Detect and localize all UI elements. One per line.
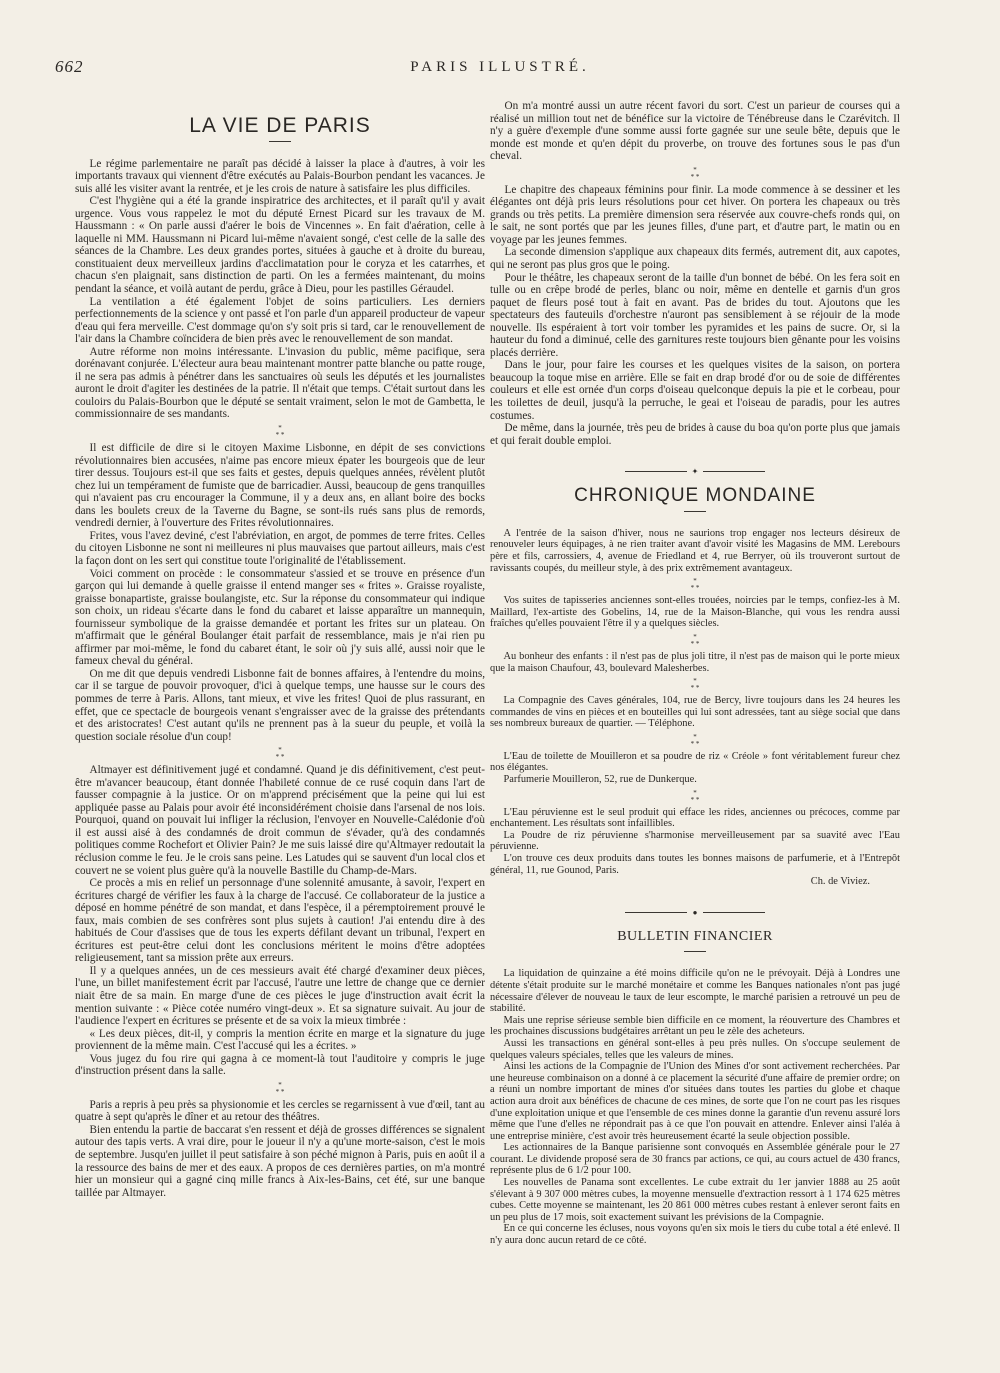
asterism-divider: * * * — [690, 788, 700, 804]
article-paragraph: Voici comment on procède : le consommateur s'assied et se trouve en présence d'un garçon qui lui demande à quelle graisse il entend manger ses « frites ». Graisse royaliste, graisse bonapartiste, graisse boulangiste, etc. Sur la réponse du consommateur qui indique son choix, un rideau s'écarte dans le fond du cabaret et laisse apparaître un mannequin, fournisseur symbolique de la graisse demandée et portant les frites sur un plateau. On m'affirmait que le général Boulanger était parfait de ressemblance, mais je n'ai rien pu affirmer par moi-même, le fond du cabaret étant, le soir où j'y suis allé, aussi noir que le fameux cheval du général. — [75, 567, 485, 668]
article-paragraph: Paris a repris à peu près sa physionomie et les cercles se regarnissent à vue d'œil, tant au quatre à sept qu'après le dîner et au retour des théâtres. — [75, 1098, 485, 1124]
notice-paragraph: A l'entrée de la saison d'hiver, nous ne saurions trop engager nos lecteurs désireux de renouveler leurs équipages, à ne rien traiter avant d'avoir visité les Magasins de MM. Lerebours père et fils, carrossiers, 4, avenue de Friedland et 4, rue Berryer, où ils trouveront surtout de ravissants coupés, du meilleur style, à des prix extrêmement avantageux. — [490, 527, 900, 574]
title-rule — [684, 951, 706, 952]
title-rule — [684, 511, 706, 512]
finance-paragraph: Mais une reprise sérieuse semble bien difficile en ce moment, la réouverture des Chambres et les prochaines discussions budgétaires arrêtant un peu le zèle des acheteurs. — [490, 1014, 900, 1038]
article-paragraph: La ventilation a été également l'objet de soins particuliers. Les derniers perfectionnements de la science y ont passé et l'on parle d'un appareil producteur de vapeur d'eau qui fera merveille. C'est dommage qu'on s'y soit pris si tard, car le renouvellement de l'air dans la Chambre coïncidera de bien près avec le renouvellement de son mandat. — [75, 295, 485, 346]
finance-paragraph: En ce qui concerne les écluses, nous voyons qu'en six mois le tiers du cube total a été enlevé. Il n'y aura donc aucun retard de ce côté. — [490, 1223, 900, 1247]
chronique-mondaine — [490, 528, 900, 888]
right-column — [490, 100, 900, 1340]
article-paragraph: Pour le théâtre, les chapeaux seront de la taille d'un bonnet de bébé. On les fera soit en tulle ou en crêpe brodé de perles, blanc ou noir, même en dentelle et garnis d'un gros paquet de fleurs posé tout à fait en avant. Pas de brides du tout. Ajoutons que les spectateurs des fauteuils d'orchestre n'auront pas sensiblement à se réjouir de la mode nouvelle. Ils espéraient à tort voir tomber les pyramides et les pains de sucre. Or, si la hauteur du fond a diminué, celle des garnitures reste toujours bien gênante pour les voisins placés derrière. — [490, 271, 900, 359]
section-title-vie-de-paris: LA VIE DE PARIS — [189, 114, 371, 137]
article-paragraph: Frites, vous l'avez deviné, c'est l'abréviation, en argot, de pommes de terre frites. Celles du citoyen Lisbonne ne sont ni meilleures ni plus mauvaises que partout ailleurs, mais c'est la façon dont on les sert qui constitue toute l'originalité de l'établissement. — [75, 529, 485, 567]
separator-ornament: ● — [687, 908, 703, 917]
notice-paragraph: La Poudre de riz péruvienne s'harmonise merveilleusement par sa suavité avec l'Eau péruvienne. — [490, 829, 900, 853]
article-paragraph: Autre réforme non moins intéressante. L'invasion du public, même pacifique, sera dorénavant conjurée. L'électeur aura beau maintenant montrer patte blanche ou patte rouge, il ne sera pas admis à pénétrer dans les sanctuaires où seuls les députés et les journalistes auront le droit d'agiter les destinées de la patrie. Il n'était que temps. C'était surtout dans les couloirs du Palais-Bourbon que le député se sentait vraiment, selon le mot de Gambetta, le commissionnaire de ses mandants. — [75, 345, 485, 421]
asterism-divider: * * * — [690, 632, 700, 648]
asterism-divider: * * * — [275, 1080, 285, 1096]
article-paragraph: Il y a quelques années, un de ces messieurs avait été chargé d'examiner deux pièces, l'une, un billet manifestement écrit par l'accusé, l'autre une lettre de change que ce dernier niait être de sa main. En marge d'une de ces pièces le juge d'instruction avait écrit la mention suivante : « Pièce cotée numéro vingt-deux ». Et sa signature suivait. Au jour de l'audience l'expert en écritures se présente et de sa voix la mieux timbrée : — [75, 964, 485, 1028]
article-paragraph: De même, dans la journée, très peu de brides à cause du boa qu'on porte plus que jamais et qui ferait double emploi. — [490, 422, 900, 447]
author-signature: Ch. de Viviez. — [810, 876, 870, 888]
notice-paragraph: L'on trouve ces deux produits dans toutes les bonnes maisons de parfumerie, et à l'Entrepôt général, 11, rue Gounod, Paris. — [490, 853, 900, 876]
finance-paragraph: Les nouvelles de Panama sont excellentes. Le cube extrait du 1er janvier 1888 au 25 août s'élevant à 9 307 000 mètres cubes, la moyenne mensuelle d'extraction ressort à 1 174 625 mètres cubes. Cette moyenne se maintenant, les 20 861 000 mètres cubes restant à enlever seront faits en un peu plus de 17 mois, soit exactement suivant les prévisions de la Compagnie. — [490, 1177, 900, 1223]
left-column — [75, 100, 485, 1340]
asterism-divider: * * * — [690, 577, 700, 593]
notice-paragraph: L'Eau de toilette de Mouilleron et sa poudre de riz « Créole » font véritablement fureur chez nos élégantes. — [490, 750, 900, 774]
article-paragraph: C'est l'hygiène qui a été la grande inspiratrice des architectes, et il paraît qu'il y avait urgence. Vous vous rappelez le mot du député Ernest Picard sur les travaux de M. Haussmann : « On parle aussi d'aérer le bois de Vincennes ». En fait d'aération, celle à laquelle ni MM. Haussmann ni Picard lui-même n'avaient songé, c'est celle de la salle des séances de la Chambre. Les deux grandes portes, situées à gauche et à droite du bureau, constituaient deux merveilleux jardins d'acclimatation pour le coryza et les catarrhes, et chacun s'en plaignait, sans distinction de parti. On les a fermées maintenant, du moins pendant la séance, et voilà autant de perdu, grâce à Dieu, pour les pastilles Géraudel. — [75, 195, 485, 296]
asterism-divider: * * * — [690, 677, 700, 693]
article-paragraph: Vous jugez du fou rire qui gagna à ce moment-là tout l'auditoire y compris le juge d'instruction présent dans la salle. — [75, 1052, 485, 1078]
asterism-divider: * * * — [690, 165, 700, 181]
separator-ornament: ✦ — [687, 467, 703, 476]
running-title: PARIS ILLUSTRÉ. — [410, 59, 590, 75]
asterism-divider: * * * — [275, 424, 285, 440]
notice-paragraph: Vos suites de tapisseries anciennes sont-elles trouées, noircies par le temps, confiez-les à M. Maillard, l'ex-artiste des Gobelins, 14, rue de la Maison-Blanche, qui vous les rendra aussi fraîches qu'elles pouvaient l'être il y a quelques siècles. — [490, 595, 900, 630]
finance-paragraph: Les actionnaires de la Banque parisienne sont convoqués en Assemblée générale pour le 27 courant. Le dividende proposé sera de 30 francs par actions, ce qui, au cours actuel de 430 francs, représente plus de 6 1/2 pour 100. — [490, 1142, 900, 1177]
article-paragraph: Bien entendu la partie de baccarat s'en ressent et déjà de grosses différences se signalent autour des tapis verts. A vrai dire, pour le joueur il n'y a qu'une morte-saison, c'est le mois de septembre. Jusqu'en juillet il peut satisfaire à son péché mignon à Paris, puis en août il a la ressource des bains de mer et des eaux. A propos de ces dernières parties, on m'a montré hier un monsieur qui a gagné cinq mille francs à Aix-les-Bains, cet été, sur une banque taillée par Altmayer. — [75, 1123, 485, 1199]
article-paragraph: Dans le jour, pour faire les courses et les quelques visites de la saison, on portera beaucoup la toque mise en arrière. Elle se fait en drap brodé d'or ou de soie de différentes couleurs et elle est ornée d'un corps d'oiseau quelconque depuis la pie et le corbeau, pour les toilettes de deuil, jusqu'à la perruche, le geai et l'oiseau de paradis, pour les autres costumes. — [490, 359, 900, 422]
article-paragraph: Ce procès a mis en relief un personnage d'une solennité amusante, à savoir, l'expert en écritures chargé de vérifier les faux à la charge de l'accusé. Ce collaborateur de la justice a déposé en homme pénétré de son mandat, et dans l'espèce, il a péremptoirement prouvé le faux, mais combien de ses confrères sont plus sujets à caution! J'ai entendu dire à des habitués de Cour d'assises que de tous les experts défilant devant un tribunal, l'expert en écritures est peut-être celui dont les conclusions méritent le moins d'être adoptées religieusement, tant sa mission prête aux erreurs. — [75, 877, 485, 965]
notice-paragraph: Parfumerie Mouilleron, 52, rue de Dunkerque. — [503, 774, 697, 786]
article-paragraph: Le régime parlementaire ne paraît pas décidé à laisser la place à d'autres, à voir les importants travaux qui viennent d'être exécutés au Palais-Bourbon pendant les vacances. Je suis allé les visiter avant la rentrée, et je les crois de nature à satisfaire les plus difficiles. — [75, 157, 485, 195]
article-paragraph: Le chapitre des chapeaux féminins pour finir. La mode commence à se dessiner et les élégantes ont déjà pris leurs résolutions pour cet hiver. On portera les chapeaux ou très grands ou très petits. La première dimension sera réservée aux couvre-chefs ronds qui, on le sait, ne sont portés que par les jeunes filles, d'une part, et d'autre part, le matin ou en voyage par les jeunes femmes. — [490, 183, 900, 246]
article-paragraph: On m'a montré aussi un autre récent favori du sort. C'est un parieur de courses qui a réalisé un million tout net de bénéfice sur la victoire de Ténébreuse dans le Czarévitch. Il n'y a guère d'exemple d'une somme aussi forte gagnée sur une seule bête, depuis que le monde est monde et qu'en dépit du proverbe, on trouve des fortunes sous le pas d'un cheval. — [490, 100, 900, 163]
section-title-chronique-mondaine: CHRONIQUE MONDAINE — [574, 485, 816, 507]
article-paragraph: « Les deux pièces, dit-il, y compris la mention écrite en marge et la signature du juge proviennent de la même main. C'est l'accusé qui les a écrites. » — [75, 1027, 485, 1053]
article-paragraph: Il est difficile de dire si le citoyen Maxime Lisbonne, en dépit de ses convictions révolutionnaires bien accusées, n'aime pas encore mieux épater les bourgeois que de leur tirer dessus. Toujours est-il que ses faits et gestes, depuis quelques années, révèlent plutôt chez lui un tempérament de fumiste que de barricadier. Aussi, beaucoup de gens tranquilles qui n'avaient pas cru encourager la Commune, il y a deux ans, en allant boire des bocks dans les boulets creux de la Taverne du Bagne, se sont-ils rués sans plus de remords, vendredi dernier, à l'ouverture des Frites révolutionnaires. — [75, 442, 485, 530]
article-paragraph: La seconde dimension s'applique aux chapeaux dits fermés, autrement dit, aux capotes, qui ne seront pas plus gros que le poing. — [490, 246, 900, 272]
page-header — [0, 55, 1000, 85]
page-number: 662 — [55, 57, 84, 76]
section-separator — [625, 467, 765, 476]
notice-paragraph: La Compagnie des Caves générales, 104, rue de Bercy, livre toujours dans les 24 heures les commandes de vins en pièces et en bouteilles qui lui sont adressées, tant au siège social que dans ses nombreux bureaux de quartier. — Téléphone. — [490, 695, 900, 730]
notice-paragraph: Au bonheur des enfants : il n'est pas de plus joli titre, il n'est pas de maison qui le porte mieux que la maison Chaufour, 43, boulevard Malesherbes. — [490, 650, 900, 674]
section-separator — [625, 908, 765, 917]
finance-paragraph: Ainsi les actions de la Compagnie de l'Union des Mines d'or sont activement recherchées. Par une heureuse combinaison on a donné à ce placement la sécurité d'une affaire de premier ordre; on a réuni un nombre important de mines d'or situées dans toutes les parties du globe et chaque action aura droit aux bénéfices de chacune de ces mines, de sorte que l'on ne court pas les risques d'une exploitation unique et que l'ensemble de ces mines donne la garantie d'un revenu assuré lors même que l'une d'elles ne répondrait pas à ce que l'on pouvait en attendre. Enlever ainsi l'aléa à une entreprise minière, c'est avoir très heureusement écarté la seule objection possible. — [490, 1061, 900, 1142]
finance-paragraph: La liquidation de quinzaine a été moins difficile qu'on ne le prévoyait. Déjà à Londres une détente s'était produite sur le marché monétaire et comme les Banques nationales n'ont pas jugé nécessaire d'élever de nouveau le taux de leur escompte, le marché parisien a retrouvé un peu de stabilité. — [490, 968, 900, 1015]
title-rule — [269, 141, 291, 142]
asterism-divider: * * * — [690, 732, 700, 748]
asterism-divider: * * * — [275, 746, 285, 762]
article-paragraph: On me dit que depuis vendredi Lisbonne fait de bonnes affaires, à l'entendre du moins, car il se targue de pouvoir provoquer, d'ici à quelque temps, une hausse sur le cours des pommes de terre à Paris. Allons, tant mieux, et vive les frites! Quoi de plus rassurant, en effet, que ce spectacle de bourgeois venant s'engraisser avec de la graisse des prétendants et des aristocrates! C'est autant qu'ils ne prennent pas à la sueur du peuple, et voilà la question sociale résolue d'un coup! — [75, 667, 485, 743]
finance-paragraph: Aussi les transactions en général sont-elles à peu près nulles. On s'occupe seulement de quelques valeurs spéciales, telles que les valeurs de mines. — [490, 1037, 900, 1061]
notice-paragraph: L'Eau péruvienne est le seul produit qui efface les rides, anciennes ou précoces, comme par enchantement. Les résultats sont infaillibles. — [490, 806, 900, 830]
section-title-bulletin-financier: BULLETIN FINANCIER — [617, 928, 773, 944]
bulletin-financier — [490, 968, 900, 1246]
article-paragraph: Altmayer est définitivement jugé et condamné. Quand je dis définitivement, c'est peut-être m'avancer beaucoup, étant donnée l'habileté connue de ce rusé coquin dans l'art de fausser compagnie à la justice. Or on m'apprend précisément que la peine qui lui est appliquée passe au Palais pour avoir été inconsidérément choisie dans l'arsenal de nos lois. Pourquoi, quand on pouvait lui infliger la réclusion, l'envoyer en Nouvelle-Calédonie d'où il est aussi aisé à des condamnés de droit commun de s'évader, qu'à des condamnés politiques comme Rochefort et Olivier Pain? Je me suis laissé dire qu'Altmayer redoutait la réclusion comme le feu. Je le crois sans peine. Les Latudes qui se sauvent d'un local clos et couvert ne se voient plus guère qu'à la nouvelle Bastille du Champ-de-Mars. — [75, 764, 485, 877]
